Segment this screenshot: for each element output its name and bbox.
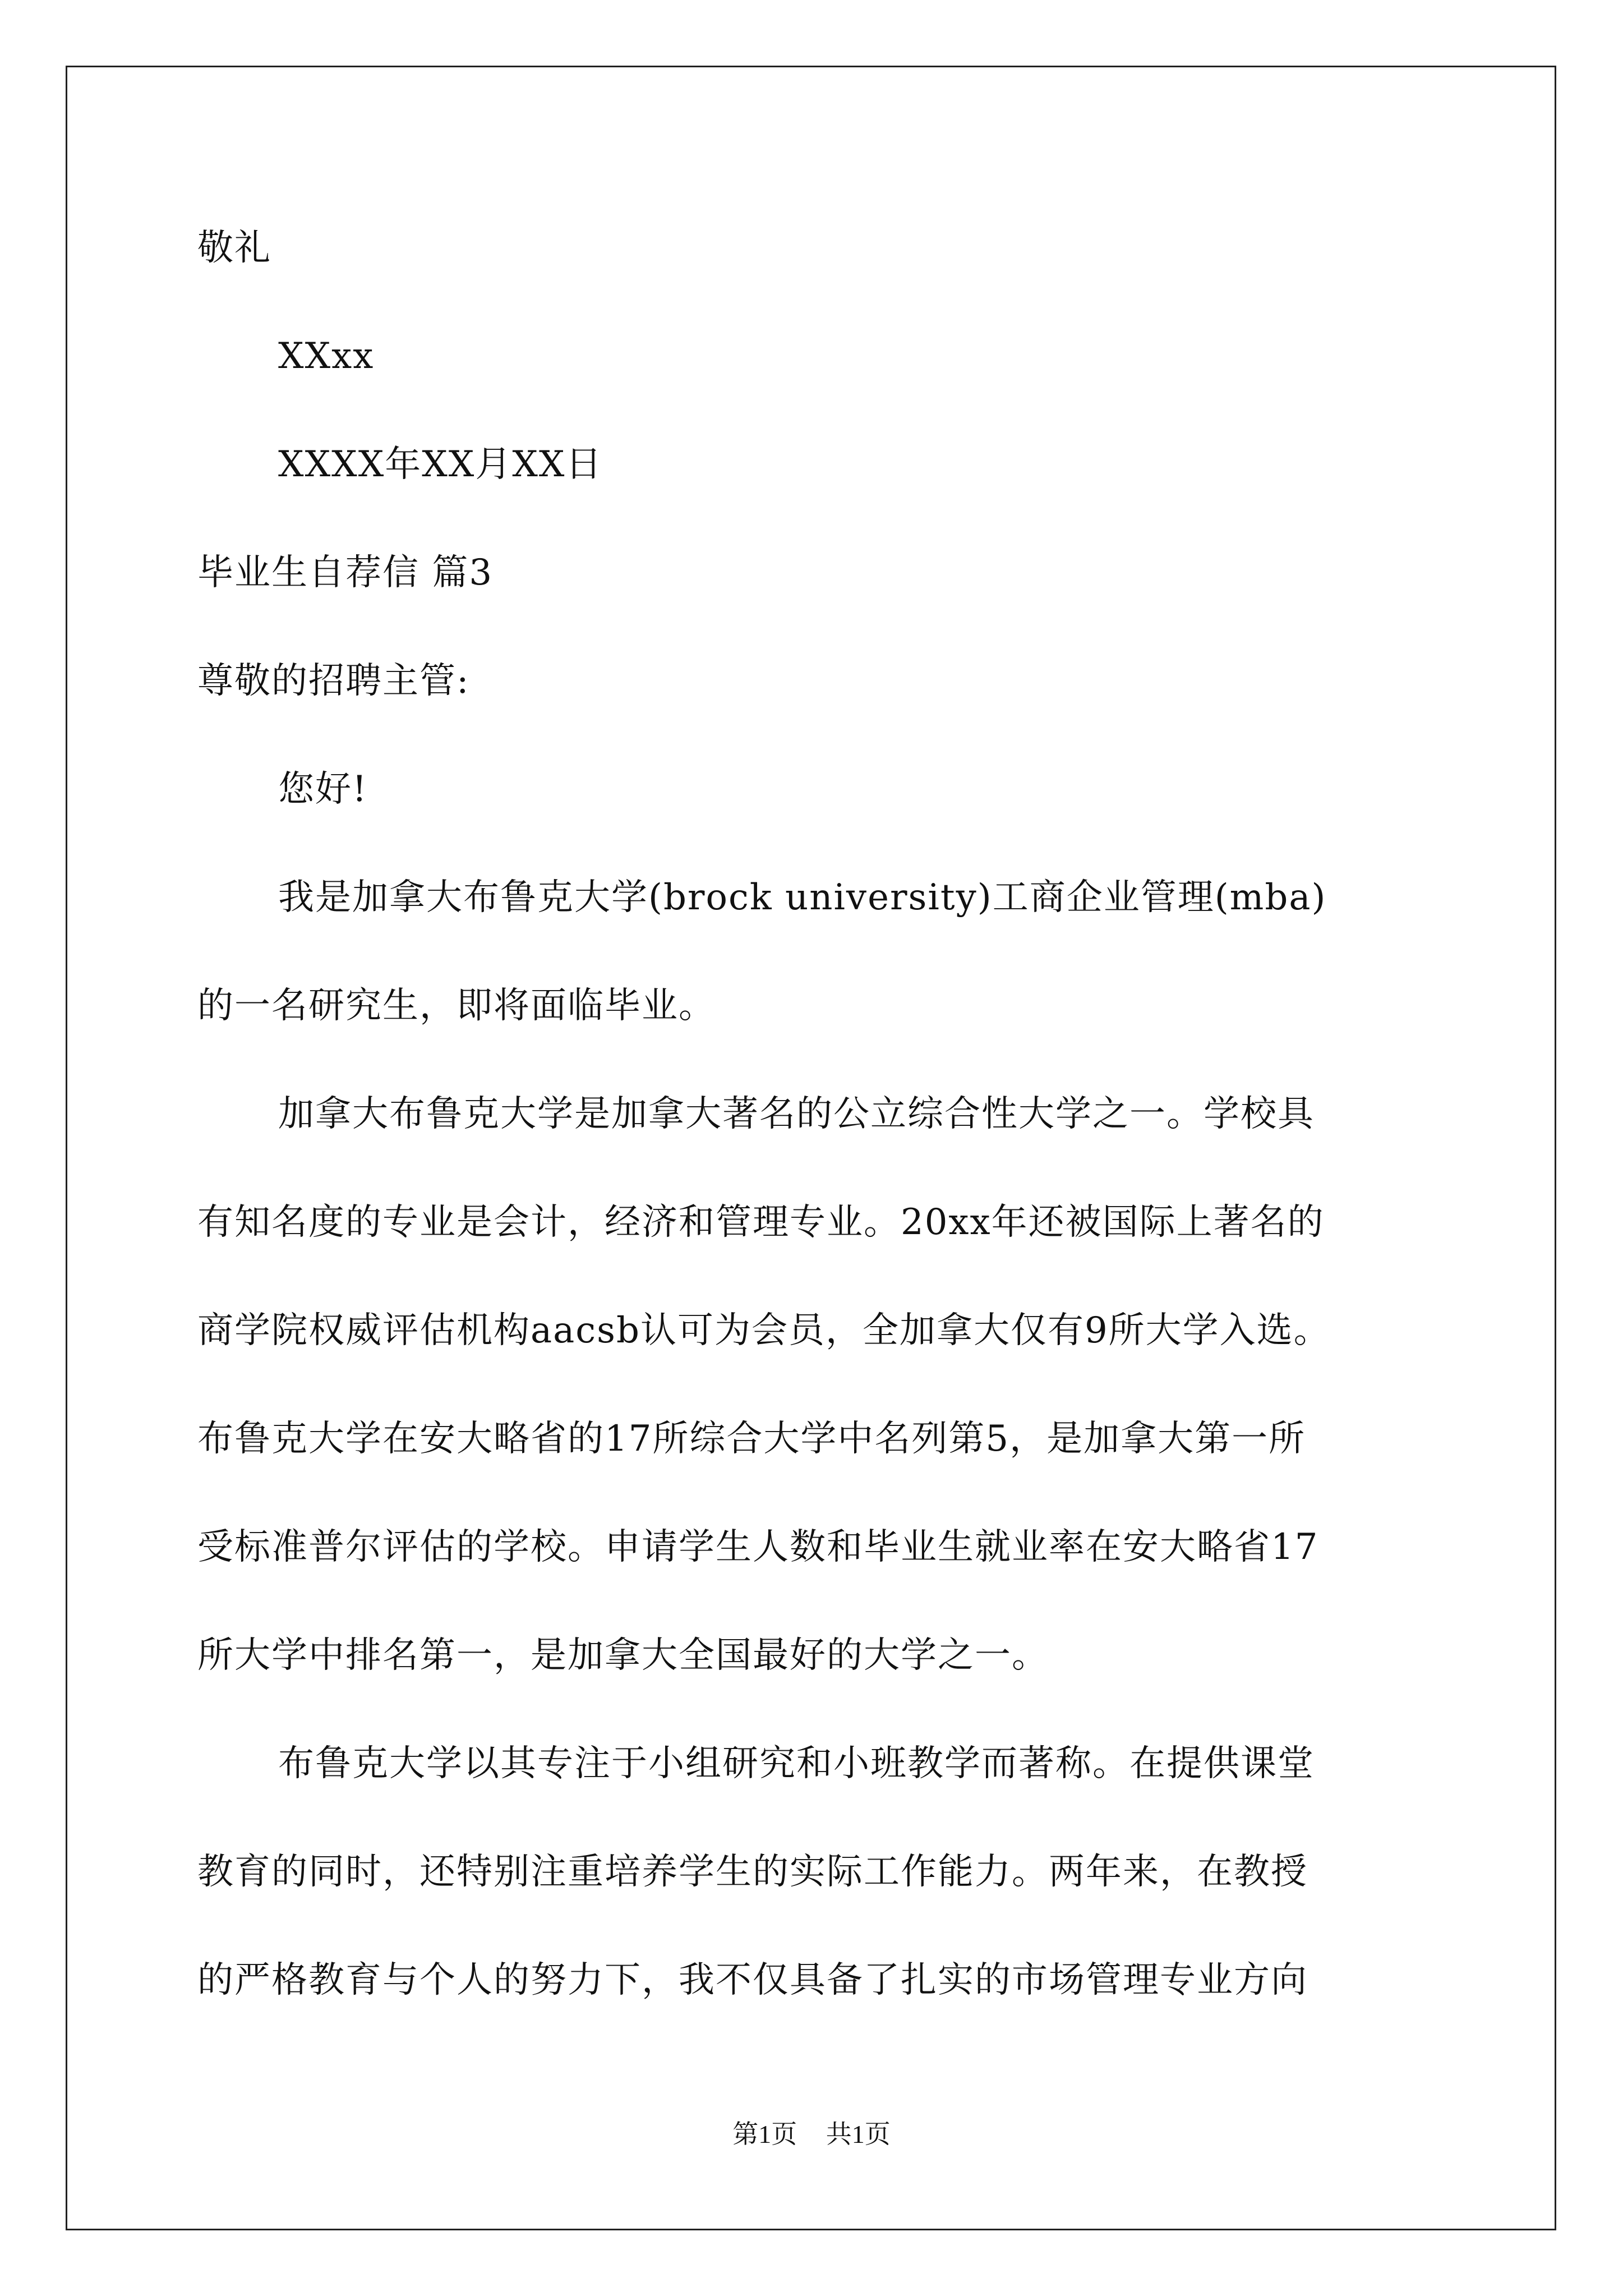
page-number: 第1页 — [732, 2120, 797, 2148]
paragraph-3-line-1: 布鲁克大学以其专注于小组研究和小班教学而著称。在提供课堂 — [278, 1743, 1315, 1784]
paragraph-2-line-6: 所大学中排名第一，是加拿大全国最好的大学之一。 — [197, 1635, 1049, 1676]
paragraph-2-line-3: 商学院权威评估机构aacsb认可为会员，全加拿大仅有9所大学入选。 — [197, 1310, 1331, 1351]
paragraph-2-line-1: 加拿大布鲁克大学是加拿大著名的公立综合性大学之一。学校具 — [278, 1093, 1315, 1135]
page-total: 共1页 — [826, 2120, 891, 2148]
closing-salutation: 敬礼 — [197, 227, 271, 269]
paragraph-1-line-1: 我是加拿大布鲁克大学(brock university)工商企业管理(mba) — [278, 877, 1327, 918]
hello-line: 您好! — [278, 769, 368, 810]
paragraph-1-line-2: 的一名研究生，即将面临毕业。 — [197, 985, 716, 1027]
signature-name: XXxx — [278, 335, 375, 377]
section-heading: 毕业生自荐信 篇3 — [197, 552, 494, 593]
page-footer — [0, 2118, 1623, 2151]
paragraph-2-line-4: 布鲁克大学在安大略省的17所综合大学中名列第5，是加拿大第一所 — [197, 1418, 1306, 1460]
paragraph-2-line-2: 有知名度的专业是会计，经济和管理专业。20xx年还被国际上著名的 — [197, 1202, 1325, 1243]
paragraph-3-line-2: 教育的同时，还特别注重培养学生的实际工作能力。两年来，在教授 — [197, 1851, 1308, 1893]
paragraph-3-line-3: 的严格教育与个人的努力下，我不仅具备了扎实的市场管理专业方向 — [197, 1959, 1308, 2001]
signature-date: XXXX年XX月XX日 — [278, 444, 603, 485]
page-border — [66, 66, 1556, 2230]
recipient-greeting: 尊敬的招聘主管: — [197, 660, 470, 702]
paragraph-2-line-5: 受标准普尔评估的学校。申请学生人数和毕业生就业率在安大略省17 — [197, 1526, 1319, 1568]
